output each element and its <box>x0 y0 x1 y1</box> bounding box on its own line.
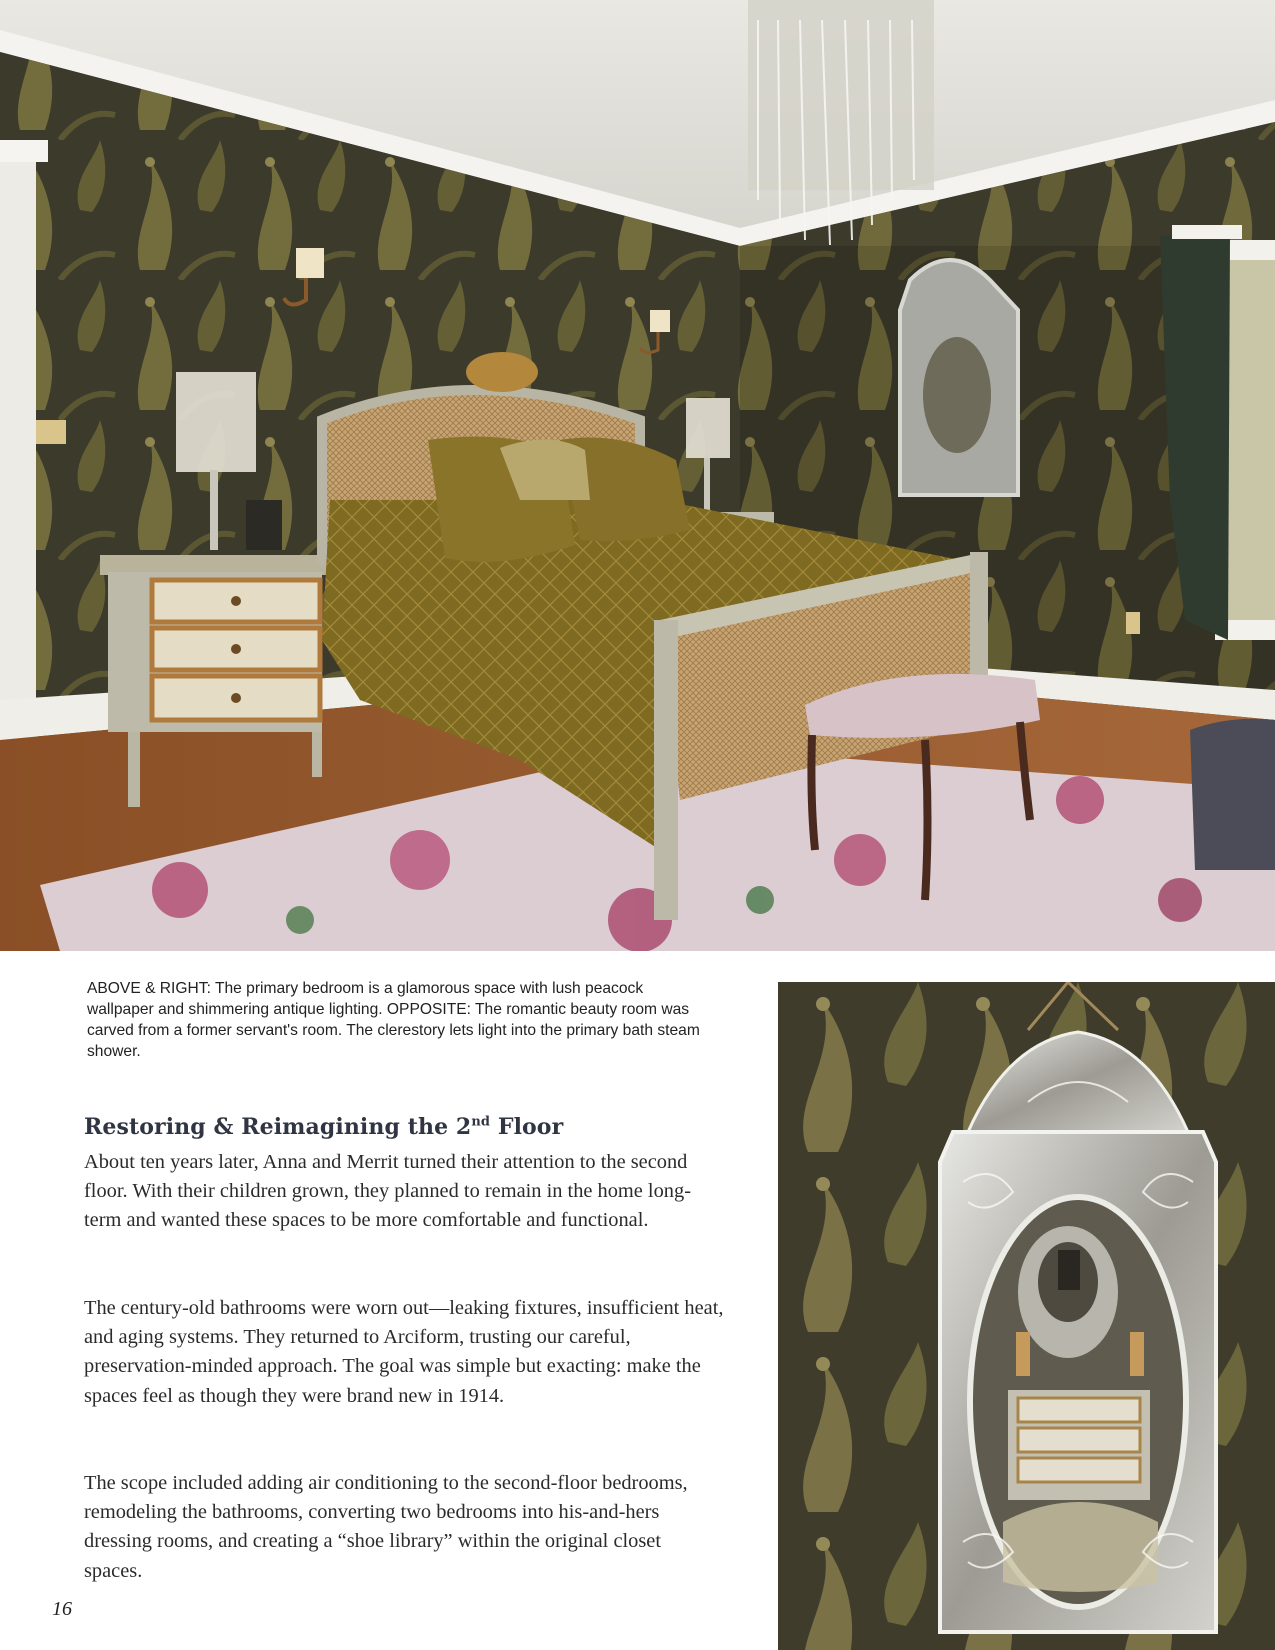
body-paragraph-1: About ten years later, Anna and Merrit turned their attention to the second floor. With their children grown, they planned to remain in the home long-term and wanted these spaces to be more comfortable and functional. <box>84 1151 691 1232</box>
section-heading-tail: Floor <box>490 1114 564 1140</box>
photo-caption: ABOVE & RIGHT: The primary bedroom is a glamorous space with lush peacock wallpaper and shimmering antique lighting. OPPOSITE: The romantic beauty room was carved from a former servant's room. The clerestory lets light into the primary bath steam shower. <box>87 980 700 1060</box>
mirror-photo <box>778 982 1275 1650</box>
section-heading-text: Restoring & Reimagining the 2 <box>84 1114 472 1140</box>
body-paragraph-2: The century-old bathrooms were worn out—leaking fixtures, insufficient heat, and aging systems. They returned to Arciform, trusting our careful, preservation-minded approach. The goal was simple but exacting: make the spaces feel as though they were brand new in 1914. <box>84 1297 724 1407</box>
section-heading-superscript: nd <box>471 1114 491 1130</box>
body-paragraph-3: The scope included adding air conditioning to the second-floor bedrooms, remodeling the bathrooms, converting two bedrooms into his-and-hers dressing rooms, and creating a “shoe library” within the original closet spaces. <box>84 1472 688 1582</box>
section-heading <box>84 1114 724 1140</box>
page-number: 16 <box>52 1598 72 1620</box>
